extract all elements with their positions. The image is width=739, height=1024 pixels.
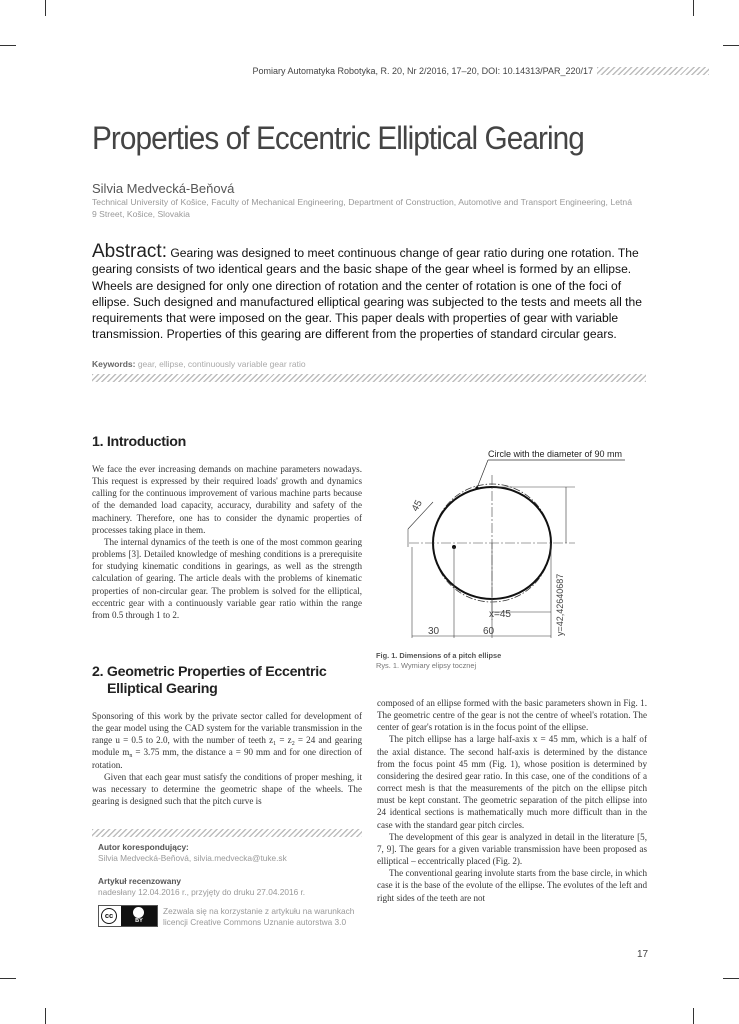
review-dates: nadesłany 12.04.2016 r., przyjęty do druku 27.04.2016 r. [98, 887, 306, 897]
corresponding-author-text: Silvia Medvecká-Beňová, silvia.medvecka@tuke.sk [98, 853, 287, 863]
abstract [92, 241, 648, 343]
person-icon [133, 907, 144, 918]
paragraph: The pitch ellipse has a large half-axis x = 45 mm, which is a half of the axial distance. The second half-axis is determined by the distance from the focus point 45 mm (Fig. 1), whose position is determined by considering the desired gear ratio. In this case, one of the conditions of a correct mesh is that the measurements of the pitch on the ellipse pitch must be kept constant. The geometric separation of the pitch ellipse into 24 identical sections is mathematically much more difficult than in the case with the standard gear pitch circles. [377, 734, 647, 830]
review-info [98, 876, 305, 898]
crop-mark [45, 0, 46, 16]
corresponding-author [98, 842, 287, 864]
paragraph: The development of this gear is analyzed in detail in the literature [5, 7, 9]. The gears for a given variable transmission have been proposed as elliptical – eccentrically placed (Fig. 2). [377, 831, 647, 867]
crop-mark [0, 45, 16, 46]
abstract-label: Abstract: [92, 241, 167, 262]
author-affiliation: Technical University of Košice, Faculty of Mechanical Engineering, Department of Construction, Automotive and Transport Engineering, Letná 9 Street, Košice, Slovakia [92, 197, 632, 219]
keywords-text: gear, ellipse, continuously variable gear ratio [135, 359, 306, 369]
figure-caption-pl: Rys. 1. Wymiary elipsy tocznej [376, 660, 477, 670]
paragraph: Given that each gear must satisfy the conditions of proper meshing, it was necessary to determine the geometric shape of the wheels. The gearing is designed such that the pitch curve is [92, 771, 362, 807]
figure-caption [376, 651, 501, 670]
header-hatch-decoration [597, 67, 709, 75]
crop-mark [45, 1008, 46, 1024]
license-text: Zezwala się na korzystanie z artykułu na warunkach licencji Creative Commons Uznanie autorstwa 3.0 [163, 906, 355, 927]
author-name: Silvia Medvecká-Beňová [92, 181, 235, 196]
crop-mark [693, 1008, 694, 1024]
figure-label-circle: Circle with the diameter of 90 mm [488, 449, 623, 459]
review-heading: Artykuł recenzowany [98, 876, 181, 886]
heading-line: Elliptical Gearing [107, 681, 218, 697]
paragraph: The conventional gearing involute starts from the base circle, in which case it is the base of the evolute of the ellipse. The evolutes of the left and right sides of the teeth are not [377, 868, 647, 903]
section-heading-geometric-properties [92, 664, 326, 698]
paragraph: We face the ever increasing demands on machine parameters nowadays. This request is expressed by their required loads' growth and dynamics calling for the continuous improvement of various machine parts because of the demanded load capacity, accuracy, durability and safety of the machinery. Therefore, one has to consider the dynamic properties of processes taking place in them. [92, 464, 362, 535]
keywords-hatch-divider [92, 374, 646, 382]
page-number: 17 [637, 949, 649, 960]
dimension-x45: x=45 [489, 609, 511, 620]
keywords [92, 359, 306, 369]
introduction-body [92, 463, 362, 621]
article-title: Properties of Eccentric Elliptical Gearing [92, 120, 584, 156]
keywords-label: Keywords: [92, 359, 136, 369]
section-heading-introduction: 1. Introduction [92, 434, 187, 450]
dimension-30: 30 [428, 626, 440, 637]
by-badge-label: BY [135, 918, 143, 924]
crop-mark [723, 45, 739, 46]
corresponding-author-heading: Autor korespondujący: [98, 842, 189, 852]
correspondence-hatch-divider [92, 829, 362, 837]
geometric-body-left [92, 710, 362, 807]
running-head: Pomiary Automatyka Robotyka, R. 20, Nr 2/2016, 17–20, DOI: 10.14313/PAR_220/17 [252, 66, 593, 76]
crop-mark [693, 0, 694, 16]
crop-mark [0, 978, 16, 979]
geometric-body-right [377, 697, 647, 904]
paragraph: Sponsoring of this work by the private sector called for development of the gear model using the CAD system for the variable transmission in the range u = 0.5 to 2.0, with the number of teeth $z_1 = z_2 = 24$ and gearing module $m_n = 3.75$ mm, the distance a = 90 mm and for one direction of rotation. [92, 711, 362, 770]
paragraph: The internal dynamics of the teeth is one of the most common gearing problems [3]. Detailed knowledge of meshing conditions is a prerequisite for studying kinematic conditions in gearings, as well as the strength calculation of gearing. The article deals with the problems of kinematic properties of non-circular gear. The problem is solved for the elliptical, eccentric gear with a continuously variable gear ratio within the range from 0.5 through 1 to 2. [92, 536, 362, 620]
figure-caption-en: Fig. 1. Dimensions of a pitch ellipse [376, 651, 502, 660]
label-leader [477, 460, 488, 488]
paragraph: composed of an ellipse formed with the basic parameters shown in Fig. 1. The geometric centre of the gear is not the centre of wheel's rotation. The center of gear's rotation is in the focus point of the ellipse. [377, 698, 647, 733]
abstract-text: Gearing was designed to meet continuous change of gear ratio during one rotation. The gearing consists of two identical gears and the basic shape of the gear wheel is formed by an ellipse. Wheels are designed for only one direction of rotation and the center of rotation is one of the foci of ellipse. Such designed and manufactured elliptical gearing was subjected to the tests and meets all the requirements that were imposed on the gear. This paper deals with properties of gear with variable transmission. Properties of this gearing are different from the properties of standard circular gears. [92, 246, 642, 342]
crop-mark [723, 978, 739, 979]
dimension-y: y=42,42640687 [555, 573, 565, 636]
dimension-60: 60 [483, 626, 495, 637]
cc-by-license-icon [98, 905, 158, 927]
figure-pitch-ellipse [375, 440, 647, 650]
dimension-45-diagonal: 45 [409, 498, 425, 514]
cc-badge: cc [101, 908, 117, 924]
heading-line: 2. Geometric Properties of Eccentric [92, 664, 327, 680]
by-badge-panel [121, 906, 157, 926]
